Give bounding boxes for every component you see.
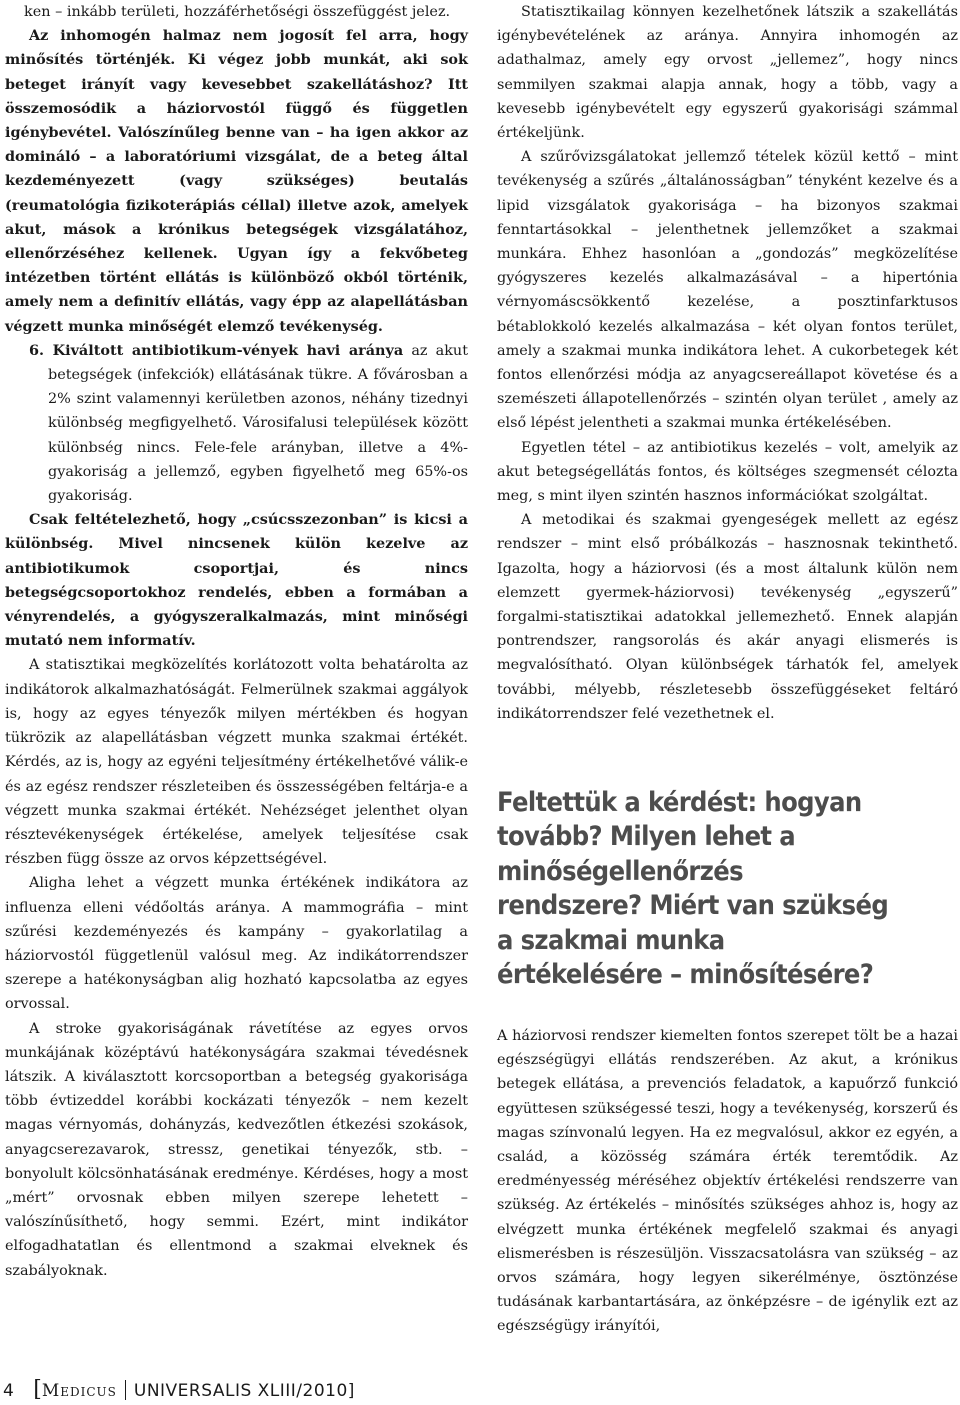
page-footer <box>3 1377 355 1402</box>
journal-name: Medicus <box>41 1381 117 1401</box>
paragraph: A stroke gyakoriságának rávetítése az egyes orvos munkájának középtávú hatékonyságára szakmai tévedésnek látszik. A kiválasztott korcsoportban a betegség gyakorisága több évtizeddel korábbi kockázati tényezők – nem kezelt magas vérnyomás, dohányzás, kedvezőtlen étkezési szokások, anyagcserezavarok, stressz, genetikai tényezők, stb. – bonyolult kölcsönhatásának eredménye. Kérdéses, hogy a most „mért” orvosnak ebben milyen szerepe lehetett – valószínűsíthető, hogy semmi. Ezért, mint indikátor elfogadhatatlan és ellentmond a szakmai elveknek és szabályoknak. <box>5 1020 468 1279</box>
paragraph: A statisztikai megközelítés korlátozott volta behatárolta az indikátorok alkalmazhatóságát. Felmerülnek szakmai aggályok is, hogy az egyes tényezők milyen mértékben és hogyan tükrözik az alapellátásban végzett munka szakmai értékét. Kérdés, az is, hogy az egyéni teljesítmény értékelhetővé válik-e és az egész rendszer részleteiben és összességében feltárja-e a végzett munka szakmai értékét. Nehézséget jelenthet olyan résztevékenységek értékelése, amelyek teljesítése csak részben függ össze az orvos képzettségével. <box>5 657 468 868</box>
paragraph: A metodikai és szakmai gyengeségek mellett az egész rendszer – mint első próbálkozás – hasznosnak tekinthető. Igazolta, hogy a háziorvosi (és a most általunk külön nem elemzett gyermek-háziorvosi) tevékenység „egyszerű” forgalmi-statisztikai adatokkal jellemezhető. Ennek alapján pontrendszer, rangsorolás és akár anyagi elismerés is megvalósítható. Olyan különbségek tárhatók fel, amelyek további, mélyebb, részletesebb összefüggéseket feltáró indikátorrendszer felé vezethetnek el. <box>497 512 958 722</box>
paragraph: Aligha lehet a végzett munka értékének indikátora az influenza elleni védőoltás aránya. A mammográfia – mint szűrési kezdeményezés és kampány – gyakorlatilag a háziorvostól függetlenül valósul meg. Az indikátorrendszer szerepe a hatékonyságban alig hozható kapcsolatba az egyes orvossal. <box>5 875 468 1013</box>
page-number: 4 <box>3 1381 14 1401</box>
list-item-text: az akut betegségek (infekciók) ellátásának tükre. A fővárosban a 2% szint valamennyi kerületben azonos, néhány tizednyi különbség megfigyelhető. Városifalusi települések között különbség nincs. Fele-fele arányban, illetve a 4%-gyakoriság a jellemző, egyben figyelhető meg 65%-os gyakoriság. <box>48 342 468 505</box>
bracket-open: [ <box>33 1377 42 1402</box>
bold-paragraph-2: Csak feltételezhető, hogy „csúcsszezonban” is kicsi a különbség. Mivel nincsenek külön kezelve az antibiotikumok csoportjai, és nincs betegségcsoportokhoz rendelés, ebben a formában a vényrendelés, a gyógyszeralkalmazás, mint minőségi mutató nem informatív. <box>5 511 468 650</box>
paragraph: A háziorvosi rendszer kiemelten fontos szerepet tölt be a hazai egészségügyi ellátás rendszerében. Az akut, a krónikus betegek ellátása, a prevenciós feladatok, a kapuőrző funkció együttesen szükségessé teszi, hogy a tevékenység, korszerű és magas színvonalú legyen. Ha ez megvalósul, akkor ez egyén, a család, a közösség számára érték teremtődik. Az eredményesség méréséhez objektív értékelési rendszerre van szükség. Az értékelés – minősítés szükséges ahhoz is, hogy az elvégzett munka értékének megfelelő szakmai és anyagi elismerésben is részesüljön. Visszacsatolásra van szükség – az orvos számára, hogy legyen sikerélménye, ösztönzése tudásának karbantartására, az önképzésre – de igénylik ezt az egészségügy irányítói, <box>497 1028 958 1335</box>
list-item-title: Kiváltott antibiotikum-vények havi aránya <box>52 341 404 359</box>
left-column <box>5 0 468 1283</box>
paragraph: A szűrővizsgálatokat jellemző tételek közül kettő – mint tevékenység a szűrés „általánosságban” tényként kezelve és a lipid vizsgálatok gyakorisága – ha bizonyos szakmai fenntartásokkal – jelenthetnek jellemzőket a szakmai munkára. Ehhez hasonlóan a „gondozás” megközelítése gyógyszeres kezelés alkalmazásával – a hipertónia vérnyomáscsökkentő kezelése, a posztinfarktusos bétablokkoló kezelés alkalmazása – két olyan fontos terület, amely a szakmai munka indikátora lehet. A cukorbetegek két fontos ellenőrzési módja az anyagcsereállapot követése és a szemészeti állapotellenőrzés – szintén olyan terület , amely az első lépést jelentheti a szakmai munka értékelésében. <box>497 149 958 432</box>
bold-paragraph: Az inhomogén halmaz nem jogosít fel arra, hogy minősítés történjék. Ki végez jobb munkát, aki sok beteget irányít vagy kevesebbet szakellátáshoz? Itt összemosódik a háziorvostól függő és független igénybevétel. Valószínűleg benne van – ha igen akkor az domináló – a laboratóriumi vizsgálat, de a beteg által kezdeményezett (vagy szükséges) beutalás (reumatológia fizikoterápiás céllal) illetve azok, amelyek akut, mások a krónikus betegségek vizsgálatához, ellenőrzéséhez kellenek. Ugyan így a fekvőbeteg intézetben történt ellátás is különböző okból történik, amely nem a definitív ellátás, vagy épp az alapellátásban végzett munka minőségét elemző tevékenység. <box>5 27 468 335</box>
right-column <box>497 0 958 726</box>
paragraph: Statisztikailag könnyen kezelhetőnek látszik a szakellátás igénybevételének az aránya. Annyira inhomogén az adathalmaz, amely egy orvost „jellemez”, hogy nincs semmilyen szakmai alapja annak, hogy a több, vagy a kevesebb igénybevételt egy egyszerű gyakorisági számmal értékeljünk. <box>497 4 958 142</box>
right-column-lower <box>497 1024 958 1339</box>
list-item-number: 6. <box>29 341 53 359</box>
divider <box>125 1380 126 1400</box>
paragraph: Egyetlen tétel – az antibiotikus kezelés – volt, amelyik az akut betegségellátás fontos, és költséges szegmensét célozta meg, s mint ilyen szintén hasznos információkat szolgáltat. <box>497 439 958 505</box>
paragraph-continuation: ken – inkább területi, hozzáférhetőségi összefüggést jelez. <box>24 4 451 20</box>
journal-issue: UNIVERSALIS XLIII/2010] <box>133 1381 355 1401</box>
list-item-6 <box>5 339 468 508</box>
section-heading: Feltettük a kérdést: hogyan tovább? Milyen lehet a minőségellenőrzés rendszere? Miért van szükség a szakmai munka értékelésére – minősítésére? <box>497 787 889 991</box>
